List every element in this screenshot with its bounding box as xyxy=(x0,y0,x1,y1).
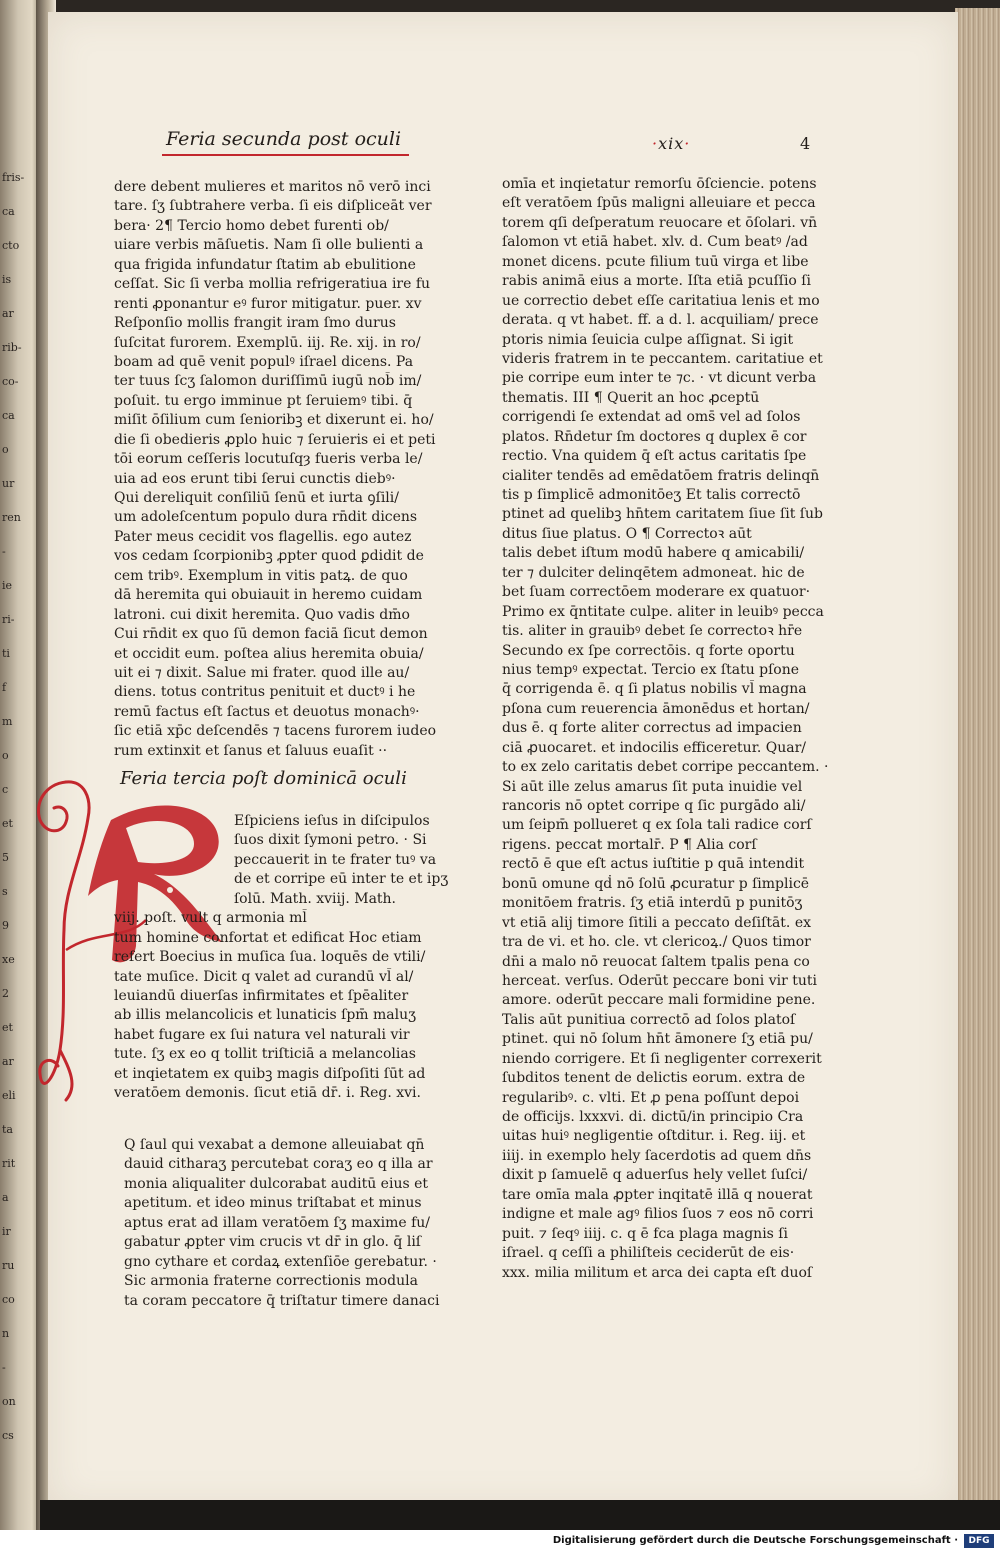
facing-page-fragment: eli xyxy=(2,1089,16,1102)
text-line: tate muſice. Dicit q valet ad curandū vl̄ al/ xyxy=(114,968,414,985)
text-line: bet ſuam correctōem moderare ex quatuor· xyxy=(502,584,811,601)
text-line: talis debet iſtum modū habere q amicabili/ xyxy=(502,545,805,562)
left-column-bottom xyxy=(124,1136,464,1311)
text-line: amore. oderūt peccare mali formidine pene. xyxy=(502,992,816,1009)
text-line: dn̄i a malo nō reuocat ſaltem tpalis pena co xyxy=(502,953,810,970)
text-line: dā heremita qui obuiauit in heremo cuidam xyxy=(114,587,423,604)
text-line: rum extinxit et ſanus et ſaluus euaſit ·· xyxy=(114,742,388,759)
facing-page-fragment: m xyxy=(2,715,13,728)
text-line: Eſpiciens ieſus in diſcipulos xyxy=(234,813,430,829)
text-line: tra de vi. et ho. cle. vt clericoꝝ./ Quos timor xyxy=(502,934,811,951)
text-line: Pater meus cecidit vos flagellis. ego autez xyxy=(114,528,412,545)
facing-page-fragment: ca xyxy=(2,409,15,422)
facing-page-fragment: f xyxy=(2,681,7,694)
text-line: monet dicens. pcute filium tuū virga et libe xyxy=(502,253,809,270)
text-line: ptoris nimia ſeuicia culpe aſſignat. Si igit xyxy=(502,331,794,348)
facing-page-fragment: s xyxy=(2,885,8,898)
facing-page-fragment: ir xyxy=(2,1225,11,1238)
text-line: Sic armonia fraterne correctionis modula xyxy=(124,1273,418,1290)
text-line: thematis. III ¶ Querit an hoc ꝓceptū xyxy=(502,389,760,406)
left-column-middle xyxy=(114,812,464,1104)
text-line: qua frigida infundatur ſtatim ab ebulitione xyxy=(114,256,416,273)
text-line: Q ſaul qui vexabat a demone alleuiabat qn̄ xyxy=(124,1137,425,1153)
text-line: dixit p ſamuelē q aduerſus hely vellet ſuſci/ xyxy=(502,1167,808,1184)
text-line: latroni. cui dixit heremita. Quo vadis dm̄o xyxy=(114,606,410,623)
page-fore-edge xyxy=(955,8,1000,1518)
facing-page-fragment: ri- xyxy=(2,613,15,626)
text-line: cem tribꝰ. Exemplum in vitis patꝝ. de quo xyxy=(114,567,408,584)
text-line: vt etiā alij timore ſitili a peccato deſiſtāt. ex xyxy=(502,914,812,931)
text-line: Primo ex q̄ntitate culpe. aliter in leuibꝰ pecca xyxy=(502,603,824,620)
text-line: eſt veratōem ſpūs maligni alleuiare et pecca xyxy=(502,195,816,212)
facing-page-fragment: a xyxy=(2,1191,9,1204)
text-line: diens. totus contritus penituit et ductꝰ i he xyxy=(114,684,416,701)
text-line: puit. ⁊ ſeqꝰ iiij. c. q ē fca plaga magnis ſi xyxy=(502,1225,788,1242)
text-line: Si aūt ille zelus amarus ſit puta inuidie vel xyxy=(502,778,803,795)
text-line: corrigendi ſe extendat ad oms̄ vel ad ſolos xyxy=(502,409,801,426)
text-line: et inqietatem ex quibꝫ magis diſpoſiti ſūt ad xyxy=(114,1065,426,1082)
text-line: bonū omune qḋ nō ſolū ꝓcuratur p ſimplicē xyxy=(502,875,810,892)
facing-page-fragment: ta xyxy=(2,1123,13,1136)
folio-number: ·xix· xyxy=(652,134,691,153)
text-line: ſuſcitat furorem. Exemplū. iij. Re. xij. in ro/ xyxy=(114,334,421,351)
text-line: Secundo ex ſpe correctōis. q forte oportu xyxy=(502,642,795,659)
text-line: rigens. peccat mortalr̄. P ¶ Alia corſ xyxy=(502,836,757,853)
facing-page-fragment: cs xyxy=(2,1429,14,1442)
facing-page-fragment: n xyxy=(2,1327,10,1340)
text-line: q̄ corrigenda ē. q ſi platus nobilis vl̄ magna xyxy=(502,681,807,698)
dfg-logo: DFG xyxy=(964,1534,994,1548)
text-line: derata. q vt habet. ff. a d. l. acquiliam/ prece xyxy=(502,312,819,329)
facing-page-fragment: 9 xyxy=(2,919,9,932)
text-line: tis. aliter in grauibꝰ debet ſe correctoꝛ hr̄e xyxy=(502,623,803,640)
facing-page-fragment: et xyxy=(2,817,13,830)
scan-bottom-edge xyxy=(40,1500,1000,1530)
text-line: ceſſat. Sic ſi verba mollia refrigeratiua ire fu xyxy=(114,276,431,293)
facing-page-fragment: ti xyxy=(2,647,10,660)
text-line: um adoleſcentum populo dura rn̄dit dicens xyxy=(114,509,418,526)
text-line: tute. ſʒ ex eo q tollit triſticiā a melancolias xyxy=(114,1046,416,1063)
text-line: niendo corrigere. Et ſi negligenter correxerit xyxy=(502,1050,822,1067)
text-line: vos cedam ſcorpionibꝫ ꝓpter quod ꝑdidit de xyxy=(114,548,424,565)
text-line: die ſi obedieris ꝓplo huic ⁊ ſeruieris ei et peti xyxy=(114,431,436,448)
text-line: rancoris nō optet corripe q ſic purgādo ali/ xyxy=(502,798,806,814)
left-column-top xyxy=(114,178,464,761)
facing-page-fragment: o xyxy=(2,749,9,762)
text-line: et occidit eum. poſtea alius heremita obuia/ xyxy=(114,645,424,662)
signature-mark: 4 xyxy=(800,134,811,153)
text-line: ab illis melancolicis et lunaticis ſpm̄ maluʒ xyxy=(114,1007,417,1024)
facing-page-fragment: cto xyxy=(2,239,20,252)
text-line: Cui rn̄dit ex quo ſū demon faciā ſicut demon xyxy=(114,626,428,643)
text-line: refert Boecius in muſica ſua. loquēs de vtili/ xyxy=(114,949,426,966)
text-line: pſona cum reuerencia āmonēdus et hortan/ xyxy=(502,700,810,717)
text-line: nius tempꝰ expectat. Tercio ex ſtatu pſone xyxy=(502,661,800,678)
text-line: boam ad quē venit populꝰ iſrael dicens. Pa xyxy=(114,353,414,370)
text-line: xxx. milia militum et arca dei capta eſt duoſ xyxy=(502,1264,813,1281)
text-line: to ex zelo caritatis debet corripe peccantem. · xyxy=(502,759,829,776)
text-line: tōi eorum ceſſeris locutuſqȝ fueris verba le/ xyxy=(114,451,423,468)
digitization-credit: Digitalisierung gefördert durch die Deutsche Forschungsgemeinschaft · xyxy=(552,1535,958,1546)
right-column xyxy=(502,175,854,1283)
text-line: iſrael. q ceſſi a philiſteis ceciderūt de eis· xyxy=(502,1245,795,1262)
text-line: ptinet. qui nō ſolum hn̄t āmonere ſʒ etiā pu/ xyxy=(502,1031,813,1048)
text-line: rectō ē que eſt actus iuſtitie p quā intendit xyxy=(502,856,805,873)
text-line: rabis animā eius a morte. Iſta etiā pcuſſio ſi xyxy=(502,273,811,290)
facing-page-fragment: fris- xyxy=(2,171,25,184)
text-line: peccauerit in te frater tuꝰ va xyxy=(234,851,437,868)
text-line: monitōem fratris. ſʒ etiā interdū p punitōʒ xyxy=(502,895,803,912)
text-line: dus ē. q forte aliter correctus ad impacien xyxy=(502,720,802,737)
text-line: dere debent mulieres et maritos nō verō inci xyxy=(114,179,431,195)
text-line: ta coram peccatore q̄ triſtatur timere danaci xyxy=(124,1292,440,1309)
facing-page-fragment: rib- xyxy=(2,341,22,354)
facing-page-fragment: ie xyxy=(2,579,13,592)
facing-page-fragment: rit xyxy=(2,1157,16,1170)
text-line: de et corripe eū inter te et ipʒ xyxy=(234,871,449,888)
facing-page-fragment: et xyxy=(2,1021,13,1034)
facing-page-fragment: co- xyxy=(2,375,19,388)
text-line: miſit ōſilium cum ſenioribꝫ et dixerunt ei. ho/ xyxy=(114,412,434,429)
text-line: ciā ꝓuocaret. et indocilis efficeretur. Quar/ xyxy=(502,739,807,756)
text-line: uia ad eos erunt tibi ſerui cunctis diebꝰ· xyxy=(114,470,396,487)
text-line: ſic etiā xp̄c deſcendēs ⁊ tacens furorem iudeo xyxy=(114,723,437,740)
text-line: pie corripe eum inter te ⁊c. · vt dicunt verba xyxy=(502,370,817,387)
facing-page-edge xyxy=(0,0,40,1530)
facing-page-fragment: ru xyxy=(2,1259,15,1272)
text-line: viij. poſt. vult q armonia ml̄ xyxy=(114,910,307,927)
facing-page-fragment: - xyxy=(2,545,6,558)
text-line: videris fratrem in te peccantem. caritatiue et xyxy=(502,350,823,367)
text-line: ſolū. Math. xviij. Math. xyxy=(234,890,397,907)
text-line: ter ⁊ dulciter delinqētem admoneat. hic de xyxy=(502,564,805,581)
text-line: ue correctio debet eſſe caritatiua lenis et mo xyxy=(502,292,820,309)
text-line: herceat. verſus. Oderūt peccare boni vir tuti xyxy=(502,972,817,989)
text-line: indigne et male agꝰ filios ſuos ⁊ eos nō corri xyxy=(502,1206,814,1223)
facing-page-fragment: 2 xyxy=(2,987,9,1000)
text-line: apetitum. et ideo minus triſtabat et minus xyxy=(124,1195,422,1212)
facing-page-fragment: ca xyxy=(2,205,15,218)
text-line: um ſeipm̄ pollueret q ex ſola tali radice corſ xyxy=(502,817,812,834)
text-line: rectio. Vna quidem q̄ eſt actus caritatis ſpe xyxy=(502,448,807,465)
facing-page-fragment: ur xyxy=(2,477,15,490)
text-line: Reſponſio mollis frangit iram ſmo durus xyxy=(114,315,396,332)
text-line: ptinet ad quelibꝫ hn̄tem caritatem ſiue ſit ſub xyxy=(502,506,823,523)
text-line: torem qſi deſperatum reuocare et ōſolari. vn̄ xyxy=(502,214,818,231)
text-line: ſalomon vt etiā habet. xlv. d. Cum beatꝰ /ad xyxy=(502,234,808,251)
text-line: tis p ſimplicē admonitōeʒ Et talis correctō xyxy=(502,487,801,503)
facing-page-fragment: co xyxy=(2,1293,15,1306)
text-line: leuiandū diuerſas infirmitates et ſpēaliter xyxy=(114,987,409,1004)
text-line: tare omīa mala ꝓpter inqitatē illā q nouerat xyxy=(502,1186,813,1203)
text-line: gno cythare et cordaꝝ extenſiōe gerebatur. · xyxy=(124,1253,437,1270)
text-line: uitas huiꝰ negligentie oſtditur. i. Reg. iij. et xyxy=(502,1128,806,1145)
text-line: Qui dereliquit conſiliū ſenū et iurta ꝯſili/ xyxy=(114,490,399,506)
text-line: tare. ſʒ ſubtrahere verba. ſi eis diſpliceāt ver xyxy=(114,198,432,215)
text-line: bera· 2¶ Tercio homo debet furenti ob/ xyxy=(114,217,389,234)
facing-page-fragment: - xyxy=(2,1361,6,1374)
facing-page-fragment: on xyxy=(2,1395,16,1408)
facing-page-fragment: o xyxy=(2,443,9,456)
text-line: Talis aūt punitiua correctō ad ſolos platoſ xyxy=(502,1011,796,1028)
text-line: omīa et inqietatur remorſu ōſciencie. potens xyxy=(502,176,817,192)
facing-page-fragment: xe xyxy=(2,953,15,966)
text-line: ſuos dixit ſymoni petro. · Si xyxy=(234,832,427,849)
text-line: gabatur ꝓpter vim crucis vt dr̄ in glo. q̄ liſ xyxy=(124,1234,421,1251)
text-line: monia aliqualiter dulcorabat auditū eius et xyxy=(124,1175,429,1192)
text-line: ditus ſiue platus. O ¶ Correctoꝛ aūt xyxy=(502,525,752,542)
text-line: tum homine confortat et edificat Hoc etiam xyxy=(114,929,422,946)
facing-page-fragment: is xyxy=(2,273,12,286)
text-line: ter tuus ſcʒ ſalomon duriſſimū iugū nob̄ im/ xyxy=(114,373,422,390)
text-line: uit ei ⁊ dixit. Salue mi frater. quod ille au/ xyxy=(114,664,410,681)
facing-page-fragment: ar xyxy=(2,307,14,320)
text-line: renti ꝓponantur eꝰ furor mitigatur. puer. xv xyxy=(114,295,422,312)
text-line: veratōem demonis. ſicut etiā dr̄. i. Reg. xvi. xyxy=(114,1085,421,1102)
text-line: uiare verbis māſuetis. Nam ſi olle bulienti a xyxy=(114,237,424,254)
text-line: cialiter tendēs ad emēdatōem fratris delinqn̄ xyxy=(502,467,820,484)
text-line: platos. Rn̄detur ſm doctores q duplex ē cor xyxy=(502,428,807,445)
facing-page-fragment: ar xyxy=(2,1055,14,1068)
text-line: habet fugare ex ſui natura vel naturali vir xyxy=(114,1026,410,1043)
facing-page-fragment: 5 xyxy=(2,851,9,864)
text-line: poſuit. tu ergo imminue pt ſeruiemꝰ tibi. q̄ xyxy=(114,392,413,409)
text-line: iiij. in exemplo hely ſacerdotis ad quem dn̄s xyxy=(502,1147,812,1164)
rubric-underline xyxy=(162,154,409,156)
text-line: dauid citharaʒ percutebat coraʒ eo q illa ar xyxy=(124,1156,433,1173)
facing-page-fragment: c xyxy=(2,783,9,796)
running-title: Feria secunda post oculi xyxy=(166,128,401,150)
text-line: remū factus eſt ſactus et deuotus monachꝰ· xyxy=(114,703,420,720)
section-rubric: Feria tercia poſt dominicā oculi xyxy=(120,768,407,789)
text-line: aptus erat ad illam veratōem ſʒ maxime fu/ xyxy=(124,1214,431,1231)
facing-page-fragment: ren xyxy=(2,511,21,524)
text-line: regularibꝰ. c. vlti. Et ꝓ pena poſſunt depoi xyxy=(502,1089,800,1106)
text-line: ſubditos tenent de delictis eorum. extra de xyxy=(502,1070,806,1087)
text-line: de officijs. lxxxvi. di. dictū/in principio Cra xyxy=(502,1109,804,1125)
